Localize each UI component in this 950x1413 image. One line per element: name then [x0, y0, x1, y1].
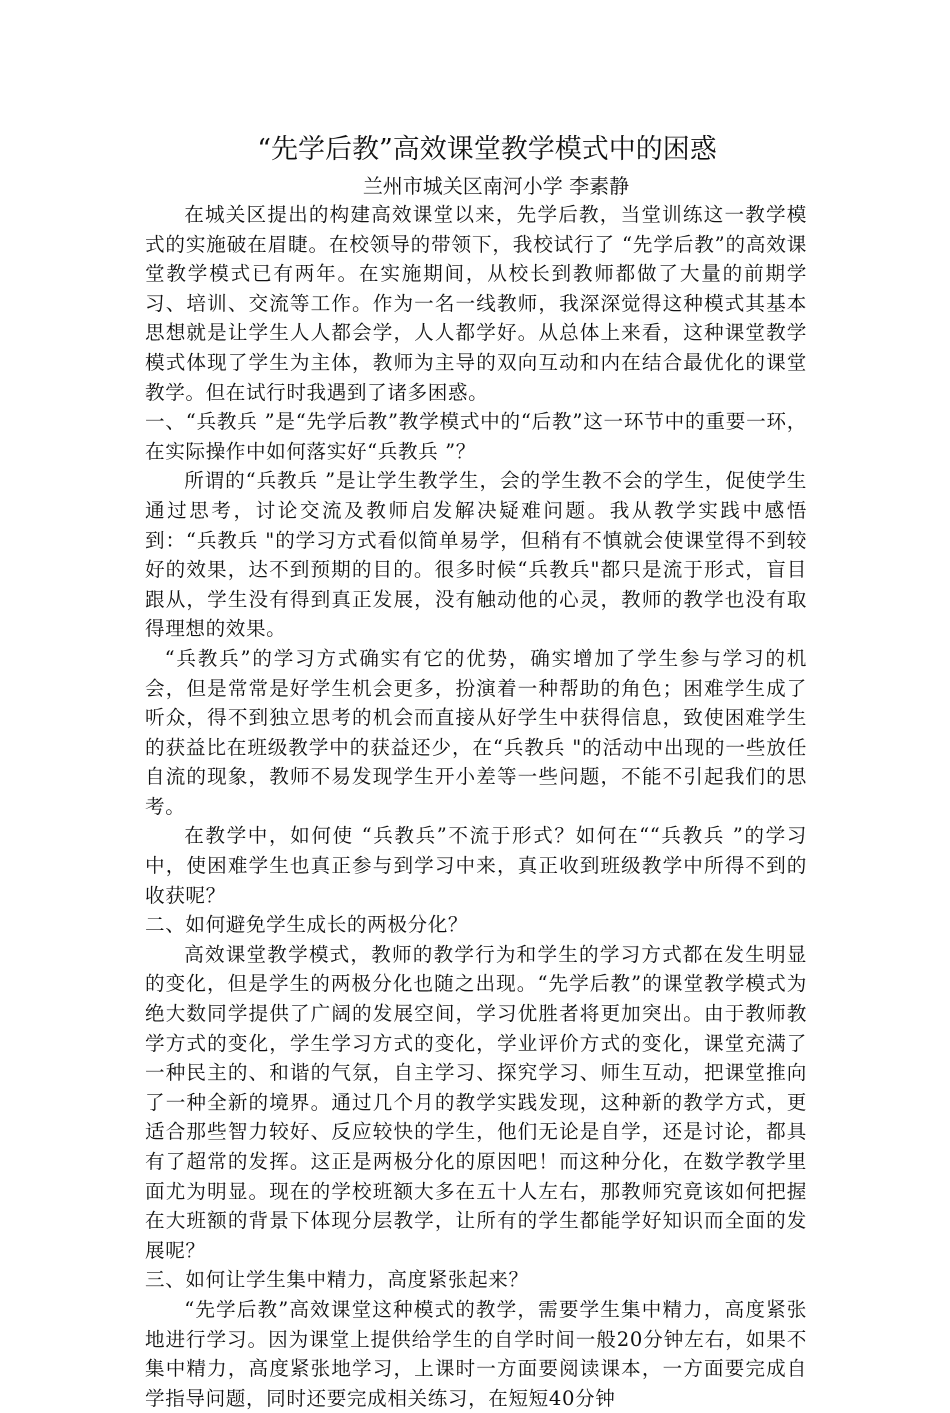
section-1-paragraph-3: 在教学中，如何使 “兵教兵”不流于形式？如何在““兵教兵 ”的学习中，使困难学生也真正参与到学习中来，真正收到班级教学中所得不到的收获呢？ [145, 824, 807, 907]
section-1-paragraph-1: 所谓的“兵教兵 ”是让学生教学生，会的学生教不会的学生，促使学生通过思考，讨论交流及教师启发解决疑难问题。我从教学实践中感悟到：“兵教兵 "的学习方式看似简单易学，但稍有不慎就会使课堂得不到较好的效果，达不到预期的目的。很多时候“兵教兵"都只是流于形式，盲目跟从，学生没有得到真正发展，没有触动他的心灵，教师的教学也没有取得理想的效果。 [145, 469, 807, 641]
intro-paragraph: 在城关区提出的构建高效课堂以来，先学后教，当堂训练这一教学模式的实施破在眉睫。在校领导的带领下，我校试行了 “先学后教”的高效课堂教学模式已有两年。在实施期间，从校长到教师都做了大量的前期学习、培训、交流等工作。作为一名一线教师，我深深觉得这种模式其基本思想就是让学生人人都会学，人人都学好。从总体上来看，这种课堂教学模式体现了学生为主体，教师为主导的双向互动和内在结合最优化的课堂教学。但在试行时我遇到了诸多困惑。 [145, 203, 807, 404]
section-2-paragraph-1: 高效课堂教学模式，教师的教学行为和学生的学习方式都在发生明显的变化，但是学生的两极分化也随之出现。“先学后教”的课堂教学模式为绝大数同学提供了广阔的发展空间，学习优胜者将更加突出。由于教师教学方式的变化，学生学习方式的变化，学业评价方式的变化，课堂充满了一种民主的、和谐的气氛，自主学习、探究学习、师生互动，把课堂推向了一种全新的境界。通过几个月的教学实践发现，这种新的教学方式，更适合那些智力较好、反应较快的学生，他们无论是自学，还是讨论，都具有了超常的发挥。这正是两极分化的原因吧！而这种分化，在数学教学里面尤为明显。现在的学校班额大多在五十人左右，那教师究竟该如何把握在大班额的背景下体现分层教学，让所有的学生都能学好知识而全面的发展呢？ [145, 942, 807, 1262]
section-heading-3: 三、如何让学生集中精力，高度紧张起来？ [145, 1268, 529, 1292]
section-heading-2: 二、如何避免学生成长的两极分化？ [145, 913, 469, 937]
document-title: “先学后教”高效课堂教学模式中的困惑 [257, 134, 717, 165]
section-3-paragraph-1: “先学后教”高效课堂这种模式的教学，需要学生集中精力，高度紧张地进行学习。因为课堂上提供给学生的自学时间一般20分钟左右，如果不集中精力，高度紧张地学习，上课时一方面要阅读课本，一方面要完成自学指导问题，同时还要完成相关练习，在短短40分钟 [145, 1297, 807, 1410]
document-page [145, 128, 807, 1413]
document-author: 兰州市城关区南河小学 李素静 [362, 174, 630, 198]
section-heading-1: 一、“兵教兵 ”是“先学后教”教学模式中的“后教”这一环节中的重要一环，在实际操作中如何落实好“兵教兵 ”？ [145, 410, 807, 463]
section-1-paragraph-2: “兵教兵”的学习方式确实有它的优势，确实增加了学生参与学习的机会，但是常常是好学生机会更多，扮演着一种帮助的角色；困难学生成了听众，得不到独立思考的机会而直接从好学生中获得信息，致使困难学生的获益比在班级教学中的获益还少，在“兵教兵 "的活动中出现的一些放任自流的现象，教师不易发现学生开小差等一些问题，不能不引起我们的思考。 [145, 646, 807, 818]
